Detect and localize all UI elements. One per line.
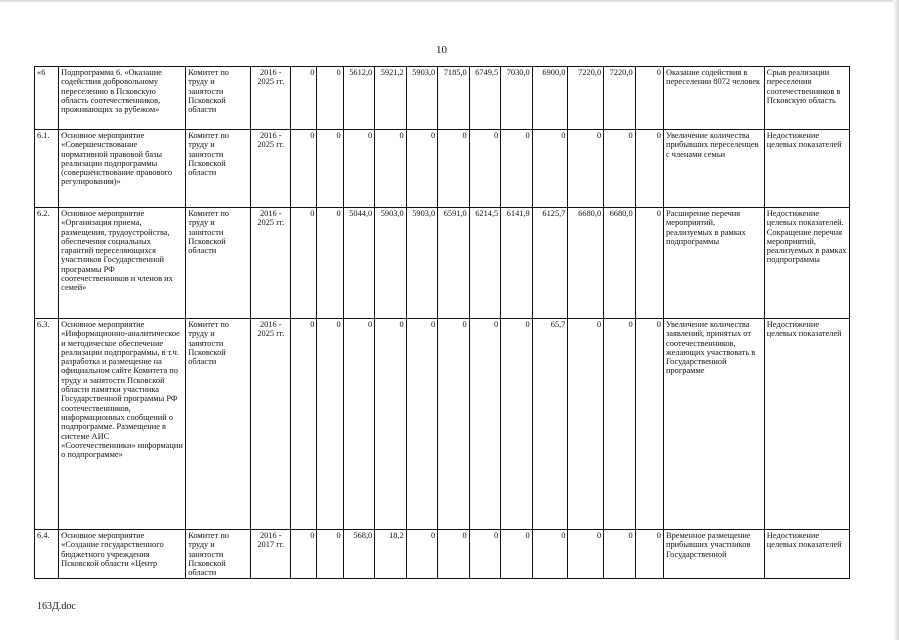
value-cell: 0 [568,130,604,208]
value-cell: 5612,0 [343,67,375,130]
row-period: 2016 - 2025 гг. [251,130,291,208]
table-row [35,208,850,319]
row-name: Подпрограмма 6. «Оказание содействия добровольному переселению в Псковскую область соотечественников, проживающих за рубежом» [59,67,186,130]
value-cell: 0 [291,319,317,530]
row-result: Оказание содействия в переселении 8072 человек [663,67,764,130]
value-cell: 0 [291,130,317,208]
row-executor: Комитет по труду и занятости Псковской области [186,530,251,579]
row-executor: Комитет по труду и занятости Псковской области [186,130,251,208]
value-cell: 5903,0 [406,208,438,319]
value-cell: 7220,0 [604,67,636,130]
value-cell: 5921,2 [375,67,407,130]
value-cell: 0 [317,67,343,130]
value-cell: 0 [469,530,501,579]
value-cell: 0 [635,319,663,530]
page-number: 10 [436,44,447,56]
value-cell: 0 [532,130,568,208]
value-cell: 65,7 [532,319,568,530]
row-result: Временное размещение прибывших участников Государственной [663,530,764,579]
value-cell: 0 [317,530,343,579]
value-cell: 0 [604,319,636,530]
value-cell: 6125,7 [532,208,568,319]
program-table [34,66,850,579]
value-cell: 0 [375,319,407,530]
value-cell: 0 [635,530,663,579]
value-cell: 0 [568,319,604,530]
value-cell: 6680,0 [568,208,604,319]
table-row [35,67,850,130]
value-cell: 0 [291,208,317,319]
footer-filename: 163Д.doc [37,601,76,612]
row-name: Основное мероприятие «Создание государственного бюджетного учреждения Псковской области «Центр [59,530,186,579]
value-cell: 0 [501,130,533,208]
row-risk: Недостижение целевых показателей. Сокращение перечня мероприятий, реализуемых в рамках подпрограммы [764,208,849,319]
row-id: 6.1. [35,130,59,208]
value-cell: 6591,0 [438,208,470,319]
value-cell: 0 [469,319,501,530]
value-cell: 7220,0 [568,67,604,130]
value-cell: 0 [317,319,343,530]
value-cell: 0 [635,67,663,130]
value-cell: 568,0 [343,530,375,579]
value-cell: 0 [343,319,375,530]
value-cell: 0 [406,319,438,530]
value-cell: 7030,0 [501,67,533,130]
value-cell: 6680,0 [604,208,636,319]
row-id: 6.2. [35,208,59,319]
value-cell: 5903,0 [406,67,438,130]
table-row [35,319,850,530]
value-cell: 0 [438,130,470,208]
row-executor: Комитет по труду и занятости Псковской области [186,208,251,319]
value-cell: 5044,0 [343,208,375,319]
row-risk: Срыв реализации переселения соотечественников в Псковскую область [764,67,849,130]
value-cell: 6749,5 [469,67,501,130]
row-result: Увеличение количества заявлений, принятых от соотечественников, желающих участвовать в Государственной программе [663,319,764,530]
value-cell: 7185,0 [438,67,470,130]
row-id: 6.3. [35,319,59,530]
value-cell: 0 [568,530,604,579]
value-cell: 0 [635,208,663,319]
row-result: Расширение перечня мероприятий, реализуемых в рамках подпрограммы [663,208,764,319]
row-name: Основное мероприятие «Совершенствование нормативной правовой базы реализации подпрограммы (совершенствование правового регулирования)» [59,130,186,208]
row-name: Основное мероприятие «Организация приема, размещения, трудоустройства, обеспечения социальных гарантий переселяющихся участников Государственной программы РФ соотечественников и членов их семей» [59,208,186,319]
value-cell: 6214,5 [469,208,501,319]
value-cell: 0 [343,130,375,208]
table-row [35,530,850,579]
row-id: «6 [35,67,59,130]
value-cell: 0 [317,130,343,208]
row-risk: Недостижение целевых показателей [764,130,849,208]
scan-edge-right [893,0,899,640]
value-cell: 0 [469,130,501,208]
row-period: 2016 - 2025 гг. [251,208,291,319]
value-cell: 0 [291,67,317,130]
value-cell: 0 [532,530,568,579]
value-cell: 6900,0 [532,67,568,130]
scan-edge-top [0,0,899,3]
row-name: Основное мероприятие «Информационно-аналитическое и методическое обеспечение реализации подпрограммы, в т.ч. разработка и размещение на официальном сайте Комитета по труду и занятости Псковской области памятки участника Государственной программы РФ соотечественников, информационных сообщений о подпрограмме. Размещение в системе АИС «Соотечественники» информации о подпрограмме» [59,319,186,530]
value-cell: 0 [406,130,438,208]
row-id: 6.4. [35,530,59,579]
value-cell: 0 [604,530,636,579]
row-executor: Комитет по труду и занятости Псковской области [186,67,251,130]
value-cell: 18,2 [375,530,407,579]
table-row [35,130,850,208]
value-cell: 0 [501,319,533,530]
row-period: 2016 - 2017 гг. [251,530,291,579]
row-period: 2016 - 2025 гг. [251,67,291,130]
row-risk: Недостижение целевых показателей [764,319,849,530]
value-cell: 0 [604,130,636,208]
value-cell: 0 [375,130,407,208]
value-cell: 0 [438,530,470,579]
value-cell: 0 [317,208,343,319]
row-executor: Комитет по труду и занятости Псковской области [186,319,251,530]
value-cell: 6141,9 [501,208,533,319]
row-period: 2016 - 2025 гг. [251,319,291,530]
value-cell: 0 [406,530,438,579]
row-risk: Недостижение целевых показателей [764,530,849,579]
value-cell: 5903,0 [375,208,407,319]
value-cell: 0 [438,319,470,530]
value-cell: 0 [501,530,533,579]
value-cell: 0 [291,530,317,579]
row-result: Увеличение количества прибывших переселенцев с членами семьи [663,130,764,208]
value-cell: 0 [635,130,663,208]
